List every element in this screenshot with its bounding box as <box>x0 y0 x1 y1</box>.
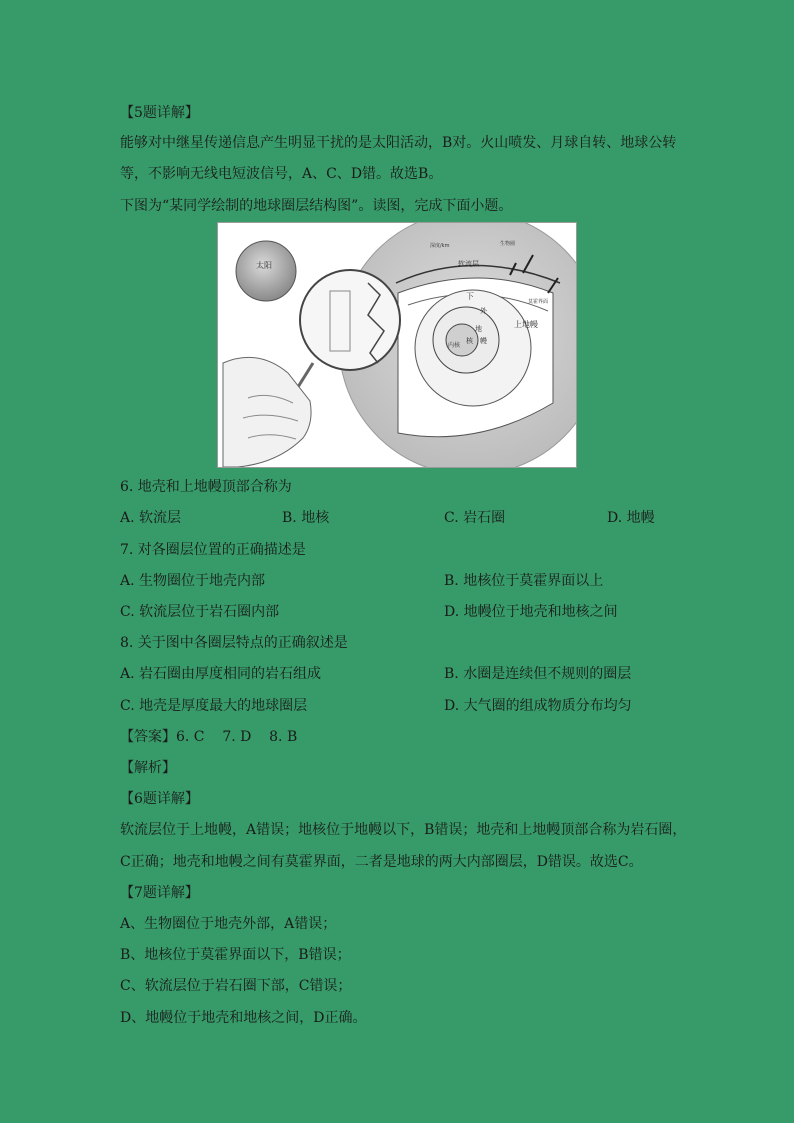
q7-option-b: B. 地核位于莫霍界面以上 <box>444 573 604 589</box>
analysis-heading: 【解析】 <box>120 760 176 776</box>
answer-line: 【答案】6. C 7. D 8. B <box>120 729 298 745</box>
q7-option-a: A. 生物圈位于地壳内部 <box>120 573 266 589</box>
depth-label: 深度/km <box>430 243 450 249</box>
q7-explanation-b: B、地核位于莫霍界面以下，B错误； <box>120 947 351 963</box>
q6-option-b: B. 地核 <box>282 510 330 526</box>
q7-explanation-d: D、地幔位于地壳和地核之间，D正确。 <box>120 1010 367 1026</box>
q8-option-d: D. 大气圈的组成物质分布均匀 <box>444 698 632 714</box>
q7-stem: 7. 对各圈层位置的正确描述是 <box>120 542 306 558</box>
q7-explanation-a: A、生物圈位于地壳外部，A错误； <box>120 916 337 932</box>
q6-explanation-line-2: C正确；地壳和地幔之间有莫霍界面，二者是地球的两大内部圈层，D错误。故选C。 <box>120 854 643 870</box>
q5-explanation-line-1: 能够对中继星传递信息产生明显干扰的是太阳活动，B对。火山喷发、月球自转、地球公转 <box>120 135 677 151</box>
sun-label: 太阳 <box>256 261 272 270</box>
label-moho: 莫霍界面 <box>528 299 549 305</box>
q7-explanation-c: C、软流层位于岩石圈下部，C错误； <box>120 978 352 994</box>
q6-option-a: A. 软流层 <box>120 510 182 526</box>
q7-option-c: C. 软流层位于岩石圈内部 <box>120 604 280 620</box>
label-earth: 地 <box>475 325 482 333</box>
earth-layer-drawing <box>218 223 577 468</box>
figure-intro: 下图为“某同学绘制的地球圈层结构图”。读图，完成下面小题。 <box>120 198 513 214</box>
label-asthenosphere: 软流层 <box>458 260 479 268</box>
label-biosphere: 生物圈 <box>500 241 516 247</box>
heading-q6-detail: 【6题详解】 <box>120 791 199 807</box>
label-lower: 下 <box>466 292 474 301</box>
q8-stem: 8. 关于图中各圈层特点的正确叙述是 <box>120 635 348 651</box>
label-outer: 外 <box>480 307 487 315</box>
hand-drawing <box>223 357 311 467</box>
q6-option-d: D. 地幔 <box>607 510 655 526</box>
q7-option-d: D. 地幔位于地壳和地核之间 <box>444 604 618 620</box>
q8-option-b: B. 水圈是连续但不规则的圈层 <box>444 666 632 682</box>
label-upper-mantle: 上地幔 <box>514 320 538 329</box>
label-core: 核 <box>466 337 473 345</box>
label-inner-core: 内核 <box>448 342 461 349</box>
sun-drawing <box>236 241 296 301</box>
inner-core-drawing <box>446 324 478 356</box>
earth-layer-figure <box>217 222 577 468</box>
q8-option-c: C. 地壳是厚度最大的地球圈层 <box>120 698 308 714</box>
label-mantle: 幔 <box>480 337 487 345</box>
q5-explanation-line-2: 等，不影响无线电短波信号，A、C、D错。故选B。 <box>120 166 443 182</box>
q8-option-a: A. 岩石圈由厚度相同的岩石组成 <box>120 666 322 682</box>
q6-explanation-line-1: 软流层位于上地幔，A错误；地核位于地幔以下，B错误；地壳和上地幔顶部合称为岩石圈， <box>120 822 687 838</box>
heading-q5-detail: 【5题详解】 <box>120 105 199 121</box>
q6-option-c: C. 岩石圈 <box>444 510 506 526</box>
q6-stem: 6. 地壳和上地幔顶部合称为 <box>120 479 292 495</box>
heading-q7-detail: 【7题详解】 <box>120 885 199 901</box>
